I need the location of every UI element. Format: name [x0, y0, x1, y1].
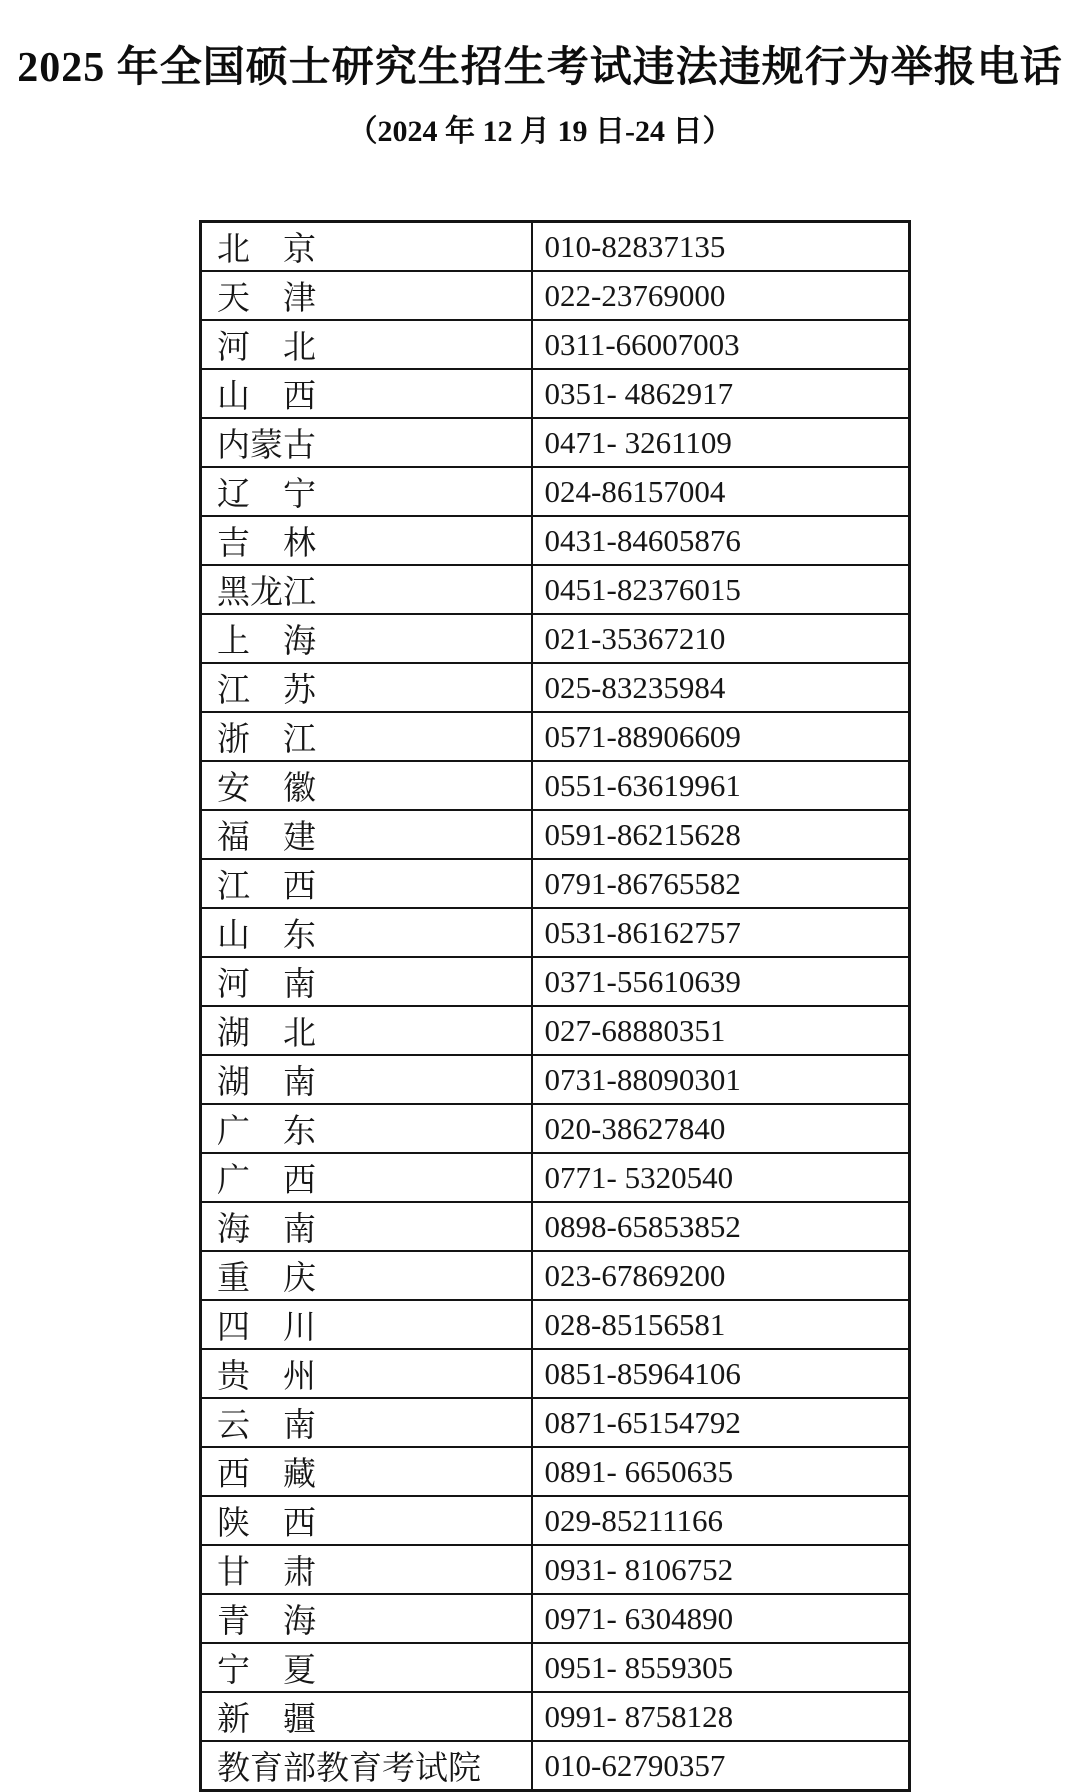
region-cell: 江 西 [201, 859, 532, 908]
phone-cell: 0371-55610639 [532, 957, 910, 1006]
region-cell: 山 东 [201, 908, 532, 957]
region-cell: 教育部教育考试院 [201, 1741, 532, 1791]
table-row [201, 1153, 910, 1202]
table-row [201, 1643, 910, 1692]
phone-cell: 010-82837135 [532, 222, 910, 272]
phone-cell: 0551-63619961 [532, 761, 910, 810]
table-row [201, 908, 910, 957]
table-row [201, 1300, 910, 1349]
region-cell: 福 建 [201, 810, 532, 859]
table-row [201, 1202, 910, 1251]
phone-cell: 025-83235984 [532, 663, 910, 712]
phone-cell: 0351- 4862917 [532, 369, 910, 418]
table-row [201, 1349, 910, 1398]
region-cell: 西 藏 [201, 1447, 532, 1496]
phone-cell: 029-85211166 [532, 1496, 910, 1545]
page-subtitle: （2024 年 12 月 19 日-24 日） [347, 115, 733, 148]
table-row [201, 1251, 910, 1300]
phone-cell: 0591-86215628 [532, 810, 910, 859]
phone-cell: 028-85156581 [532, 1300, 910, 1349]
region-cell: 新 疆 [201, 1692, 532, 1741]
phone-cell: 022-23769000 [532, 271, 910, 320]
region-cell: 宁 夏 [201, 1643, 532, 1692]
region-cell: 重 庆 [201, 1251, 532, 1300]
region-cell: 安 徽 [201, 761, 532, 810]
page-title: 2025 年全国硕士研究生招生考试违法违规行为举报电话 [17, 45, 1063, 91]
region-cell: 河 南 [201, 957, 532, 1006]
table-row [201, 859, 910, 908]
region-cell: 黑龙江 [201, 565, 532, 614]
phone-cell: 0931- 8106752 [532, 1545, 910, 1594]
phone-cell: 010-62790357 [532, 1741, 910, 1791]
phone-cell: 0971- 6304890 [532, 1594, 910, 1643]
table-row [201, 1055, 910, 1104]
table-row [201, 1104, 910, 1153]
phone-cell: 0871-65154792 [532, 1398, 910, 1447]
table-row [201, 418, 910, 467]
table-row [201, 320, 910, 369]
region-cell: 广 东 [201, 1104, 532, 1153]
hotline-table [199, 220, 911, 1792]
phone-cell: 0471- 3261109 [532, 418, 910, 467]
region-cell: 甘 肃 [201, 1545, 532, 1594]
region-cell: 四 川 [201, 1300, 532, 1349]
region-cell: 湖 南 [201, 1055, 532, 1104]
region-cell: 山 西 [201, 369, 532, 418]
table-row [201, 1398, 910, 1447]
phone-cell: 023-67869200 [532, 1251, 910, 1300]
phone-cell: 0531-86162757 [532, 908, 910, 957]
phone-cell: 0898-65853852 [532, 1202, 910, 1251]
phone-cell: 0791-86765582 [532, 859, 910, 908]
region-cell: 云 南 [201, 1398, 532, 1447]
region-cell: 青 海 [201, 1594, 532, 1643]
phone-cell: 0731-88090301 [532, 1055, 910, 1104]
table-row [201, 467, 910, 516]
table-row [201, 1594, 910, 1643]
region-cell: 广 西 [201, 1153, 532, 1202]
phone-cell: 024-86157004 [532, 467, 910, 516]
phone-cell: 0951- 8559305 [532, 1643, 910, 1692]
phone-cell: 0771- 5320540 [532, 1153, 910, 1202]
table-row [201, 1006, 910, 1055]
phone-cell: 0571-88906609 [532, 712, 910, 761]
table-row [201, 712, 910, 761]
region-cell: 贵 州 [201, 1349, 532, 1398]
region-cell: 陕 西 [201, 1496, 532, 1545]
region-cell: 吉 林 [201, 516, 532, 565]
phone-cell: 020-38627840 [532, 1104, 910, 1153]
hotline-table-body [201, 222, 910, 1791]
phone-cell: 0311-66007003 [532, 320, 910, 369]
table-row [201, 271, 910, 320]
phone-cell: 0991- 8758128 [532, 1692, 910, 1741]
phone-cell: 0891- 6650635 [532, 1447, 910, 1496]
table-row [201, 1496, 910, 1545]
table-row [201, 369, 910, 418]
table-row [201, 516, 910, 565]
table-row [201, 565, 910, 614]
region-cell: 内蒙古 [201, 418, 532, 467]
region-cell: 辽 宁 [201, 467, 532, 516]
table-row [201, 957, 910, 1006]
table-row [201, 1545, 910, 1594]
table-row [201, 761, 910, 810]
phone-cell: 021-35367210 [532, 614, 910, 663]
region-cell: 河 北 [201, 320, 532, 369]
table-row [201, 663, 910, 712]
region-cell: 上 海 [201, 614, 532, 663]
table-row [201, 222, 910, 272]
phone-cell: 0431-84605876 [532, 516, 910, 565]
table-row [201, 810, 910, 859]
phone-cell: 0851-85964106 [532, 1349, 910, 1398]
table-row [201, 1741, 910, 1791]
table-row [201, 614, 910, 663]
region-cell: 天 津 [201, 271, 532, 320]
table-row [201, 1692, 910, 1741]
phone-cell: 0451-82376015 [532, 565, 910, 614]
region-cell: 海 南 [201, 1202, 532, 1251]
region-cell: 北 京 [201, 222, 532, 272]
region-cell: 江 苏 [201, 663, 532, 712]
region-cell: 浙 江 [201, 712, 532, 761]
region-cell: 湖 北 [201, 1006, 532, 1055]
table-row [201, 1447, 910, 1496]
phone-cell: 027-68880351 [532, 1006, 910, 1055]
